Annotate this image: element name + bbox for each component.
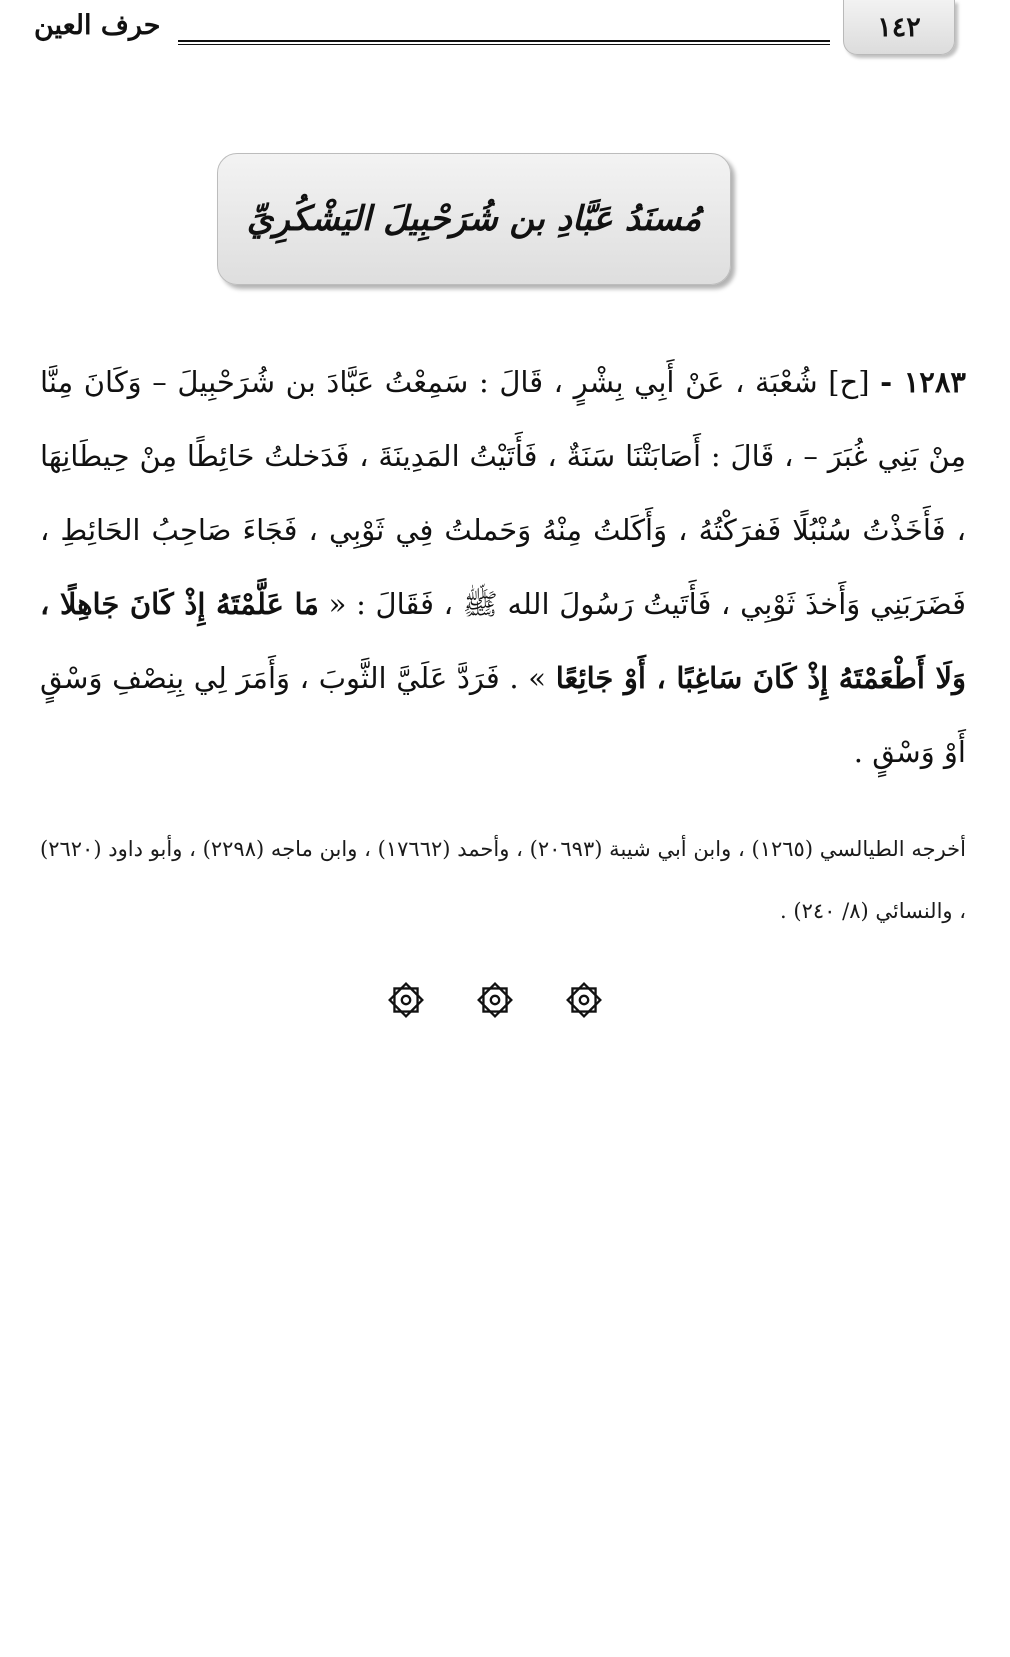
eight-point-star-ornament-icon [474,979,516,1021]
page-header [0,0,1010,70]
hadith-text-before: [ح] شُعْبَة ، عَنْ أَبِي بِشْرٍ ، قَالَ : سَمِعْتُ عَبَّادَ بن شُرَحْبِيلَ – وَكَانَ مِنَّا مِنْ بَنِي غُبَرَ – ، قَالَ : أَصَابَتْنَا سَنَةٌ ، فَأَتَيْتُ المَدِينَةَ ، فَدَخلتُ حَائِطًا مِنْ حِيطَانِهَا ، فَأَخَذْتُ سُنْبُلًا فَفرَكْتُهُ ، وَأَكَلتُ مِنْهُ وَحَملتُ فِي ثَوْبِي ، فَجَاءَ صَاحِبُ الحَائِطِ ، فَضَرَبَنِي وَأَخذَ ثَوْبِي ، فَأَتَيتُ رَسُولَ الله ﷺ ، فَقَالَ : « [40,365,967,621]
section-end-ornaments [385,975,605,1025]
hadith-prophetic-quote: مَا عَلَّمْتَهُ إِذْ كَانَ جَاهِلًا ، وَلَا أَطْعَمْتَهُ إِذْ كَانَ سَاغِبًا ، أَوْ جَائِعًا [40,587,966,695]
page-number-tab [843,0,955,55]
chapter-title: حرف العين [34,10,161,41]
section-title: مُسنَدُ عَبَّادِ بن شُرَحْبِيلَ اليَشْكُرِيِّ [246,199,702,239]
hadith-paragraph [40,345,966,789]
hadith-number: ١٢٨٣ - [880,365,966,399]
header-rule [178,40,830,45]
takhrij-note: أخرجه الطيالسي (١٢٦٥) ، وابن أبي شيبة (٢٠٦٩٣) ، وأحمد (١٧٦٦٢) ، وابن ماجه (٢٢٩٨) ، وأبو داود (٢٦٢٠) ، والنسائي (٨/ ٢٤٠) . [40,837,966,923]
hadith-text-after: » . فَرَدَّ عَلَيَّ الثَّوبَ ، وَأَمَرَ لِي بِنِصْفِ وَسْقٍ أَوْ وَسْقٍ . [40,661,966,769]
eight-point-star-ornament-icon [385,979,427,1021]
eight-point-star-ornament-icon [563,979,605,1021]
section-title-box [217,153,731,285]
page-number: ١٤٢ [877,11,921,43]
